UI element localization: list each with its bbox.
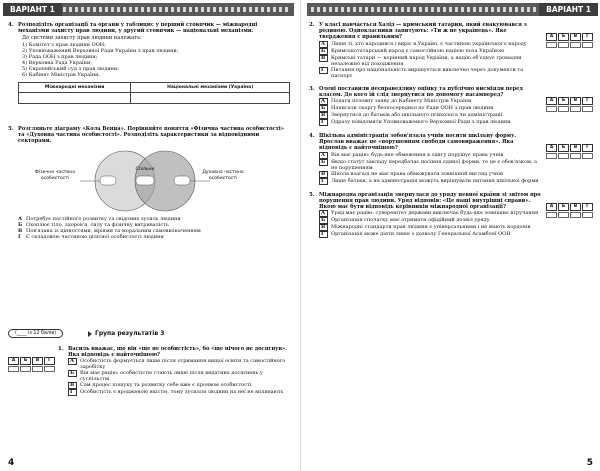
question-number: 1. (58, 346, 64, 352)
answer-option: А Лише ті, хто народився і виріс в Україні, є частиною українського народу (321, 40, 527, 47)
answer-option: Б Написати скаргу безпосередньо до Ради ООН з прав людини (321, 105, 494, 112)
question-number: 2. (309, 22, 315, 28)
question-number: 3. (309, 85, 315, 92)
list-item: 5) Європейський суд з прав людини; (22, 65, 120, 72)
list-item: 3) Рада ООН з прав людини; (22, 53, 98, 60)
left-header-bar (3, 3, 294, 16)
left-variant-label: ВАРІАНТ 1 (3, 3, 62, 16)
question-3-right (309, 86, 593, 126)
answer-option: В Кримські татари — корінний народ України, а націю об'єднує громадян незалежно від походження (321, 54, 522, 67)
question-text: Шкільна адміністрація зобов'язала учнів носити шкільну форму. Ярослав вважає це «порушенням свободи самовираження». Яка відповідь є найточнішою? (319, 133, 517, 152)
answer-option: А Особистість формується лише після отримання вищої освіти та самостійного заробітку (70, 358, 286, 371)
answer-option: А Уряд має рацію: суверенітет держави виключає будь-яке зовнішнє втручання (321, 210, 539, 217)
question-number: 5. (309, 191, 315, 198)
page-number-left: 4 (8, 458, 15, 468)
question-lead: До системи захисту прав людини належать: (22, 35, 142, 42)
answer-option: В Пов'язана із цінностями, мріями та моральним самовизначенням (18, 228, 201, 235)
list-item: 1) Комітет з прав людини ООН; (22, 41, 106, 48)
mechanisms-table (18, 82, 290, 104)
venn-circles (80, 148, 210, 214)
answer-option: А Потребує постійного розвитку та свідомих зусиль людини (18, 216, 181, 223)
answer-option: Б Він має рацію: особистістю стають лише після видатних досягнень у суспільстві (70, 370, 263, 383)
question-2-right (309, 22, 593, 79)
list-item: 6) Кабінет Міністрів України. (22, 71, 101, 78)
question-5-right (309, 192, 593, 239)
left-page-body (8, 22, 290, 453)
answer-option: Г Організація може діяти лише з дозволу Генеральної Асамблеї ООН (321, 231, 511, 238)
venn-label-left: Фізична частина особистості (34, 170, 76, 181)
page-number-right: 5 (586, 458, 593, 468)
answer-grid[interactable]: А Б В Г (546, 86, 593, 112)
answer-option: Б Кримськотатарський народ є самостійною нацією поза Україною (321, 47, 505, 54)
answer-option: Г Особистість є вродженою якістю, тому зусилля людини на неї не впливають (70, 389, 284, 396)
right-page-body (309, 22, 593, 453)
question-text: Розподіліть організації та органи у таблицю: у перший стовпчик — міжнародні механізми захисту прав людини, у другий стовпчик — національні механізми. (18, 22, 258, 35)
answer-option: Б Якщо статут закладу передбачає носіння єдиної форми, то це є обов'язком, а не порушенням (321, 158, 538, 171)
question-number: 4. (309, 133, 315, 140)
question-text: Міжнародна організація звернулася до уряду певної країни зі звітом про порушення прав людини. Уряд відповів: «Це наші внутрішні справи». Якою має бути відповідь керівників міжнародної організації? (319, 191, 541, 211)
answer-option: Б Охоплює тіло, здоров'я, силу та фізичну витривалість (18, 222, 169, 229)
answer-grid[interactable]: А Б В Г (546, 192, 593, 218)
answer-option: Г Питання про національність вирішується виключно через документи та паспорт (321, 66, 524, 79)
answer-option: В Міжнародні стандарти прав людини є універсальними і не мають кордонів (321, 224, 531, 231)
question-text: У класі навчається Халід — кримський татарин, який евакуювався з родиною. Однокласники запитують: «Ти ж не українець». Яке твердження є правильним? (319, 22, 527, 41)
table-cell-input[interactable] (19, 92, 131, 103)
answer-option: В Сам процес пошуку та розвитку себе вже є проявом особистості (70, 382, 252, 389)
question-text: Василь вважає, що він «ще не особистість», бо «ще нічого не досягнув». Яка відповідь є найточнішою? (68, 346, 287, 359)
list-item: 2) Уповноважений Верховної Ради України з прав людини; (22, 47, 179, 54)
table-header-international: Міжнародні механізми (19, 82, 131, 92)
table-header-national: Національні механізми (Україна) (131, 82, 290, 92)
score-badge: (____ із 12 балів) (8, 329, 63, 338)
answer-option: В Звернутися до батьків або шкільного психолога чи адміністрації (321, 112, 503, 119)
question-text: Олені поставили несправедливу оцінку та публічно висміяли перед класом. До кого їй слід звернутися по допомогу насамперед? (319, 85, 523, 98)
right-header-bar (307, 3, 598, 16)
question-4-right (309, 133, 593, 185)
answer-grid[interactable]: А Б В Г (546, 133, 593, 159)
venn-label-right: Духовна частина особистості (202, 170, 244, 181)
group-title: Група результатів 3 (88, 330, 164, 337)
question-text: Розгляньте діаграму «Кола Венна». Порівняйте поняття «Фізична частина особистості» та «Духовна частина особистості». Розподіліть характеристики за відповідними секторами. (18, 125, 284, 145)
answer-option: В Школа взагалі не має права обмежувати зовнішній вигляд учнів (321, 170, 503, 177)
venn-diagram (18, 148, 290, 214)
question-1-left (8, 346, 290, 401)
answer-option: Г Одразу повідомити Уповноваженого Верховної Ради з прав людини (321, 119, 511, 126)
table-cell-input[interactable] (131, 92, 290, 103)
answer-option: Г Лише батьки, а не адміністрація можуть вирішувати питання шкільної форми (321, 177, 539, 184)
question-4-left (8, 22, 290, 104)
right-variant-label: ВАРІАНТ 1 (539, 3, 598, 16)
answer-option: Б Організація спочатку має отримати офіційний дозвіл уряду (321, 217, 490, 224)
answer-grid[interactable]: А Б В Г (546, 22, 593, 48)
header-dots (311, 7, 538, 12)
answer-grid[interactable]: А Б В Г (8, 346, 55, 372)
header-dots (63, 7, 290, 12)
answer-option: А Він має рацію: будь-яке обмеження в одягу порушує права учнів (321, 151, 504, 158)
answer-option: Г Є складовою частиною цілісної особистості людини (18, 234, 164, 241)
question-5-left (8, 126, 290, 241)
list-item: 4) Верховна Рада України; (22, 59, 92, 66)
venn-label-center: Спільне (135, 167, 155, 173)
question-number: 4. (8, 22, 14, 28)
question-number: 5. (8, 125, 14, 132)
answer-option: А Подати позовну заяву до Кабінету Міністрів України (321, 98, 472, 105)
right-page (300, 0, 600, 471)
